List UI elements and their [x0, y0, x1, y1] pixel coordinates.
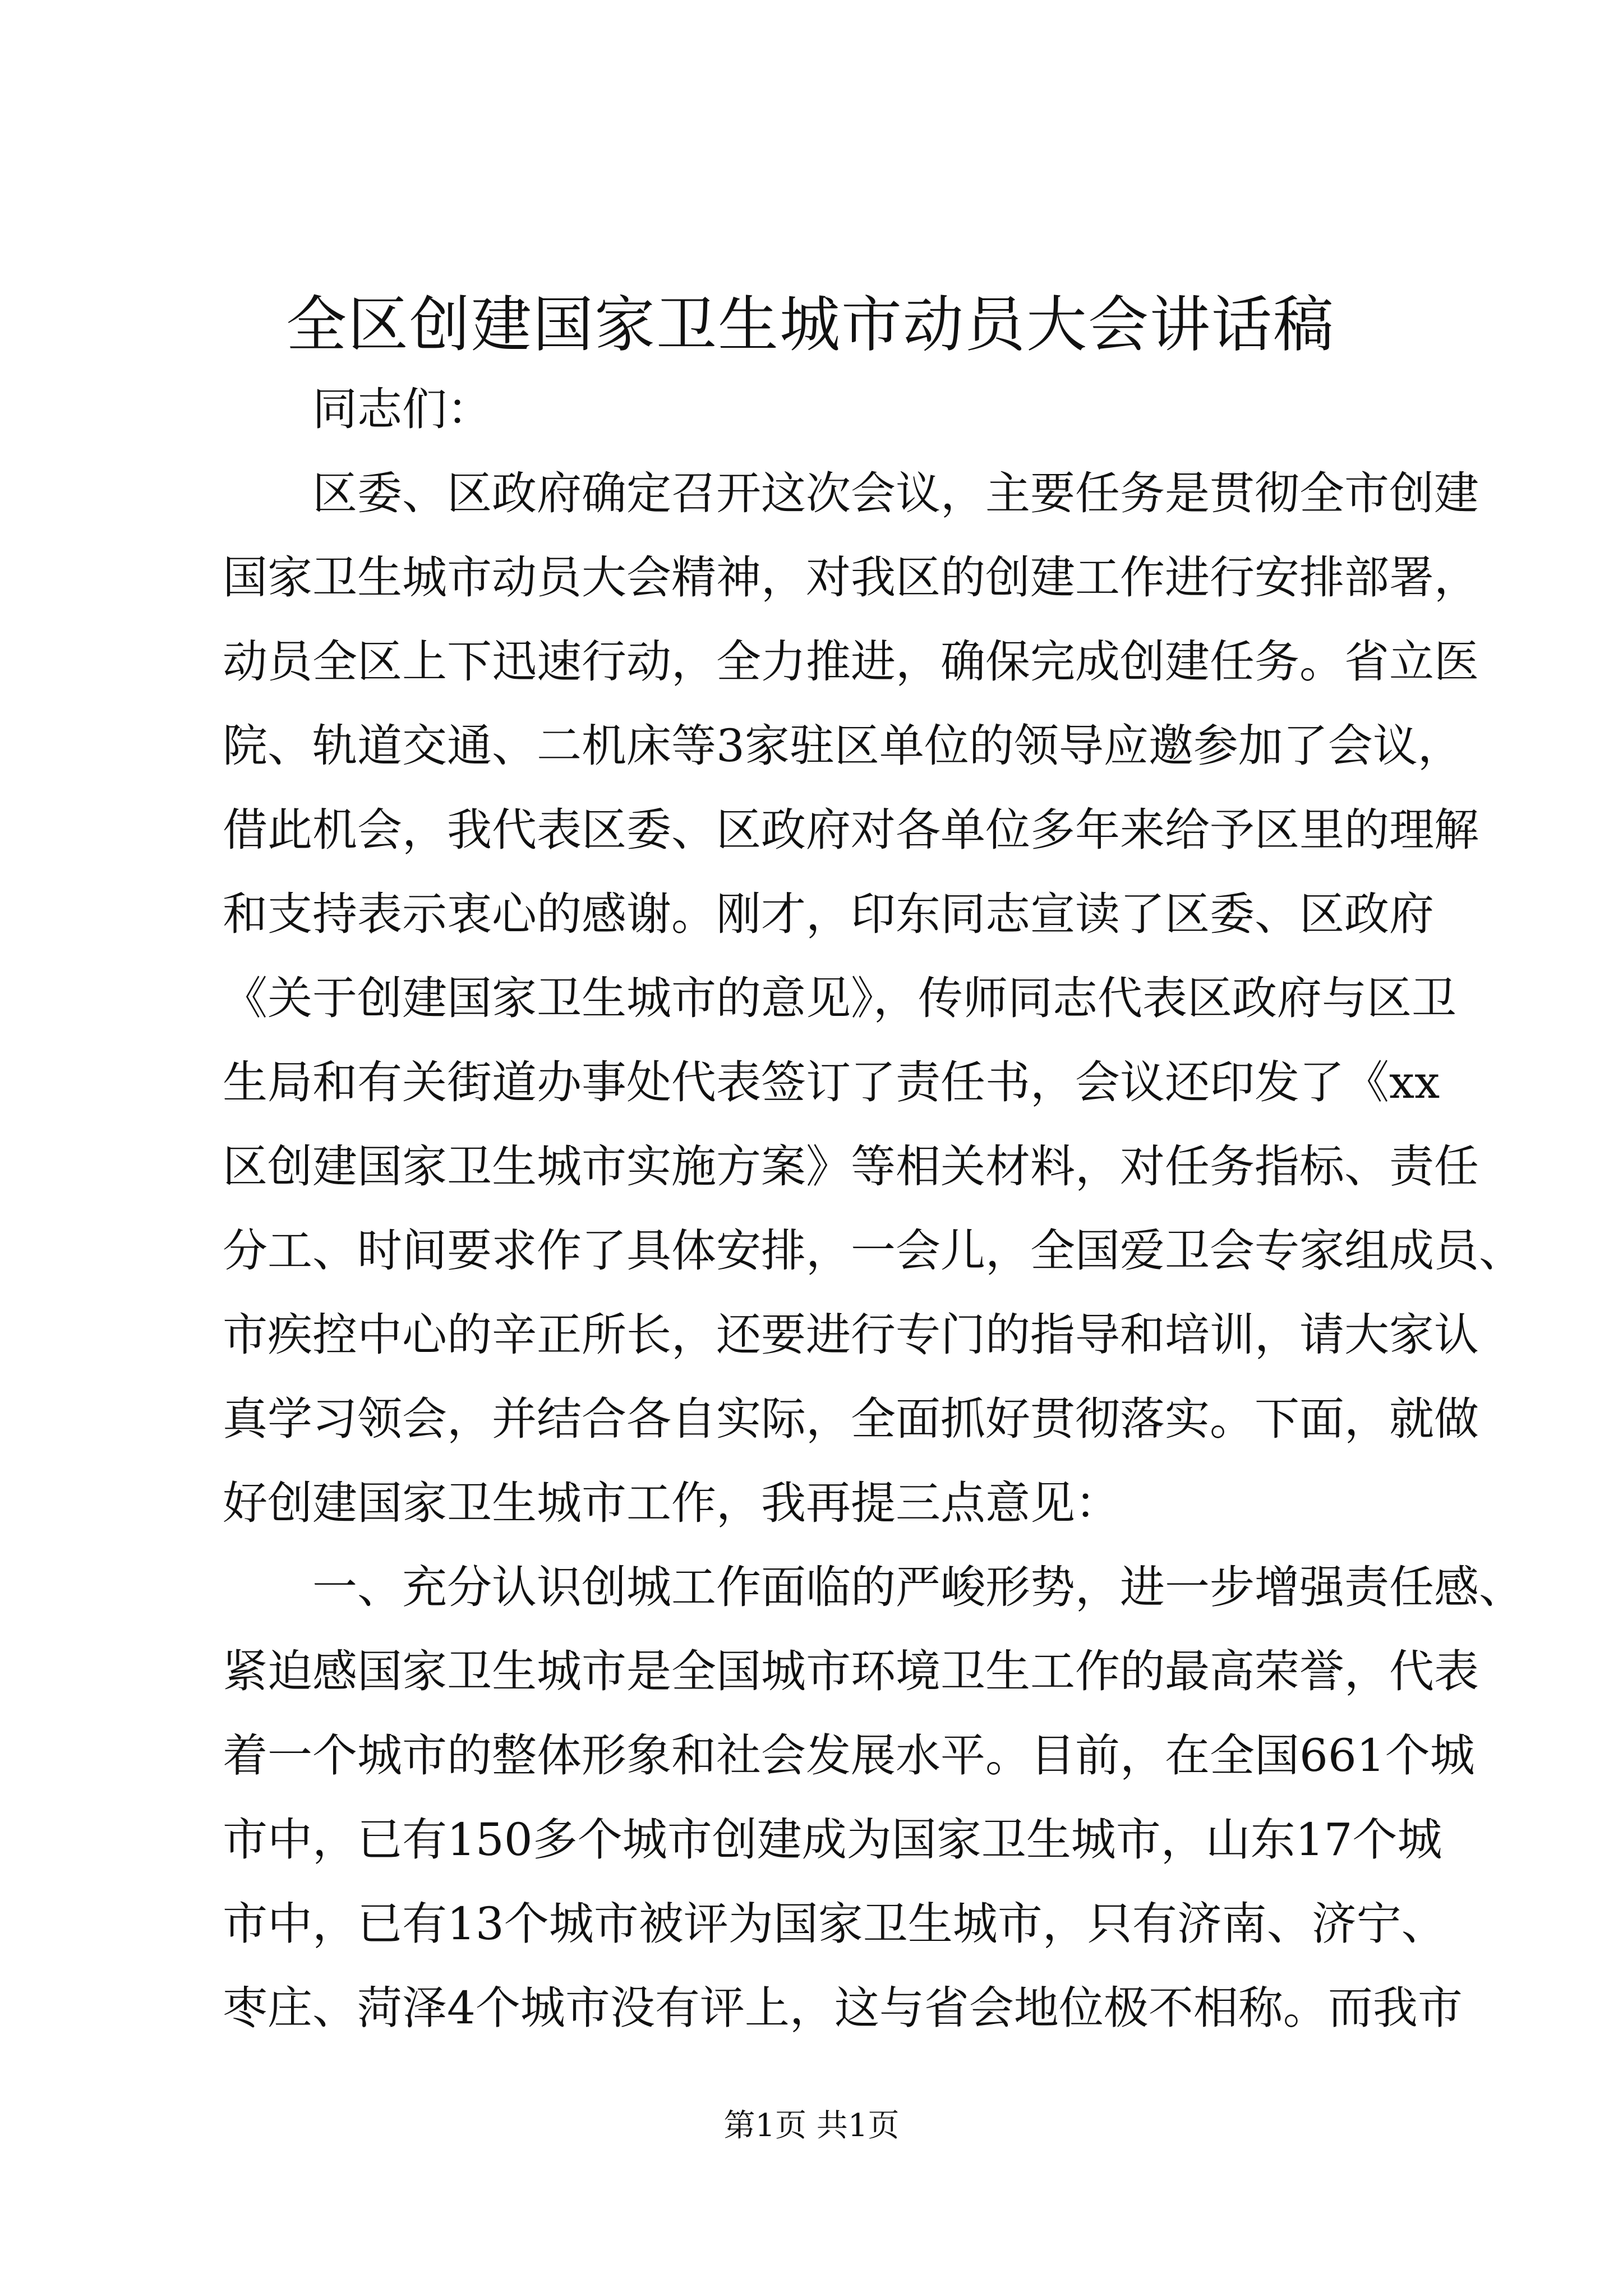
paragraph-line: 市疾控中心的辛正所长，还要进行专门的指导和培训，请大家认 — [223, 1309, 1479, 1361]
paragraph-line: 分工、时间要求作了具体安排，一会儿，全国爱卫会专家组成员、 — [223, 1225, 1524, 1277]
salutation: 同志们： — [312, 383, 492, 435]
paragraph-line: 区委、区政府确定召开这次会议，主要任务是贯彻全市创建 — [312, 467, 1479, 519]
paragraph-line: 《关于创建国家卫生城市的意见》，传师同志代表区政府与区卫 — [223, 972, 1456, 1024]
paragraph-line: 国家卫生城市动员大会精神，对我区的创建工作进行安排部署， — [223, 551, 1479, 604]
paragraph-line: 区创建国家卫生城市实施方案》等相关材料，对任务指标、责任 — [223, 1140, 1479, 1193]
document-body — [223, 367, 1524, 2050]
paragraph-line: 和支持表示衷心的感谢。刚才，印东同志宣读了区委、区政府 — [223, 888, 1434, 940]
paragraph-line: 紧迫感国家卫生城市是全国城市环境卫生工作的最高荣誉，代表 — [223, 1645, 1479, 1697]
page-footer: 第1页 共1页 — [723, 2108, 900, 2144]
paragraph-line: 真学习领会，并结合各自实际，全面抓好贯彻落实。下面，就做 — [223, 1393, 1479, 1445]
paragraph-line: 好创建国家卫生城市工作，我再提三点意见： — [223, 1477, 1120, 1529]
paragraph-line: 着一个城市的整体形象和社会发展水平。目前，在全国661个城 — [223, 1729, 1475, 1782]
paragraph-line: 市中，已有150多个城市创建成为国家卫生城市，山东17个城 — [223, 1814, 1442, 1866]
paragraph-line: 市中，已有13个城市被评为国家卫生城市，只有济南、济宁、 — [223, 1898, 1446, 1950]
document-title: 全区创建国家卫生城市动员大会讲话稿 — [285, 290, 1335, 360]
paragraph-line: 动员全区上下迅速行动，全力推进，确保完成创建任务。省立医 — [223, 636, 1479, 688]
paragraph-line: 枣庄、菏泽4个城市没有评上，这与省会地位极不相称。而我市 — [223, 1982, 1463, 2034]
paragraph-line: 借此机会，我代表区委、区政府对各单位多年来给予区里的理解 — [223, 804, 1479, 856]
paragraph-line: 生局和有关街道办事处代表签订了责任书，会议还印发了《xx — [223, 1056, 1440, 1108]
paragraph-line: 一、充分认识创城工作面临的严峻形势，进一步增强责任感、 — [312, 1561, 1524, 1613]
paragraph-line: 院、轨道交通、二机床等3家驻区单位的领导应邀参加了会议， — [223, 720, 1463, 772]
